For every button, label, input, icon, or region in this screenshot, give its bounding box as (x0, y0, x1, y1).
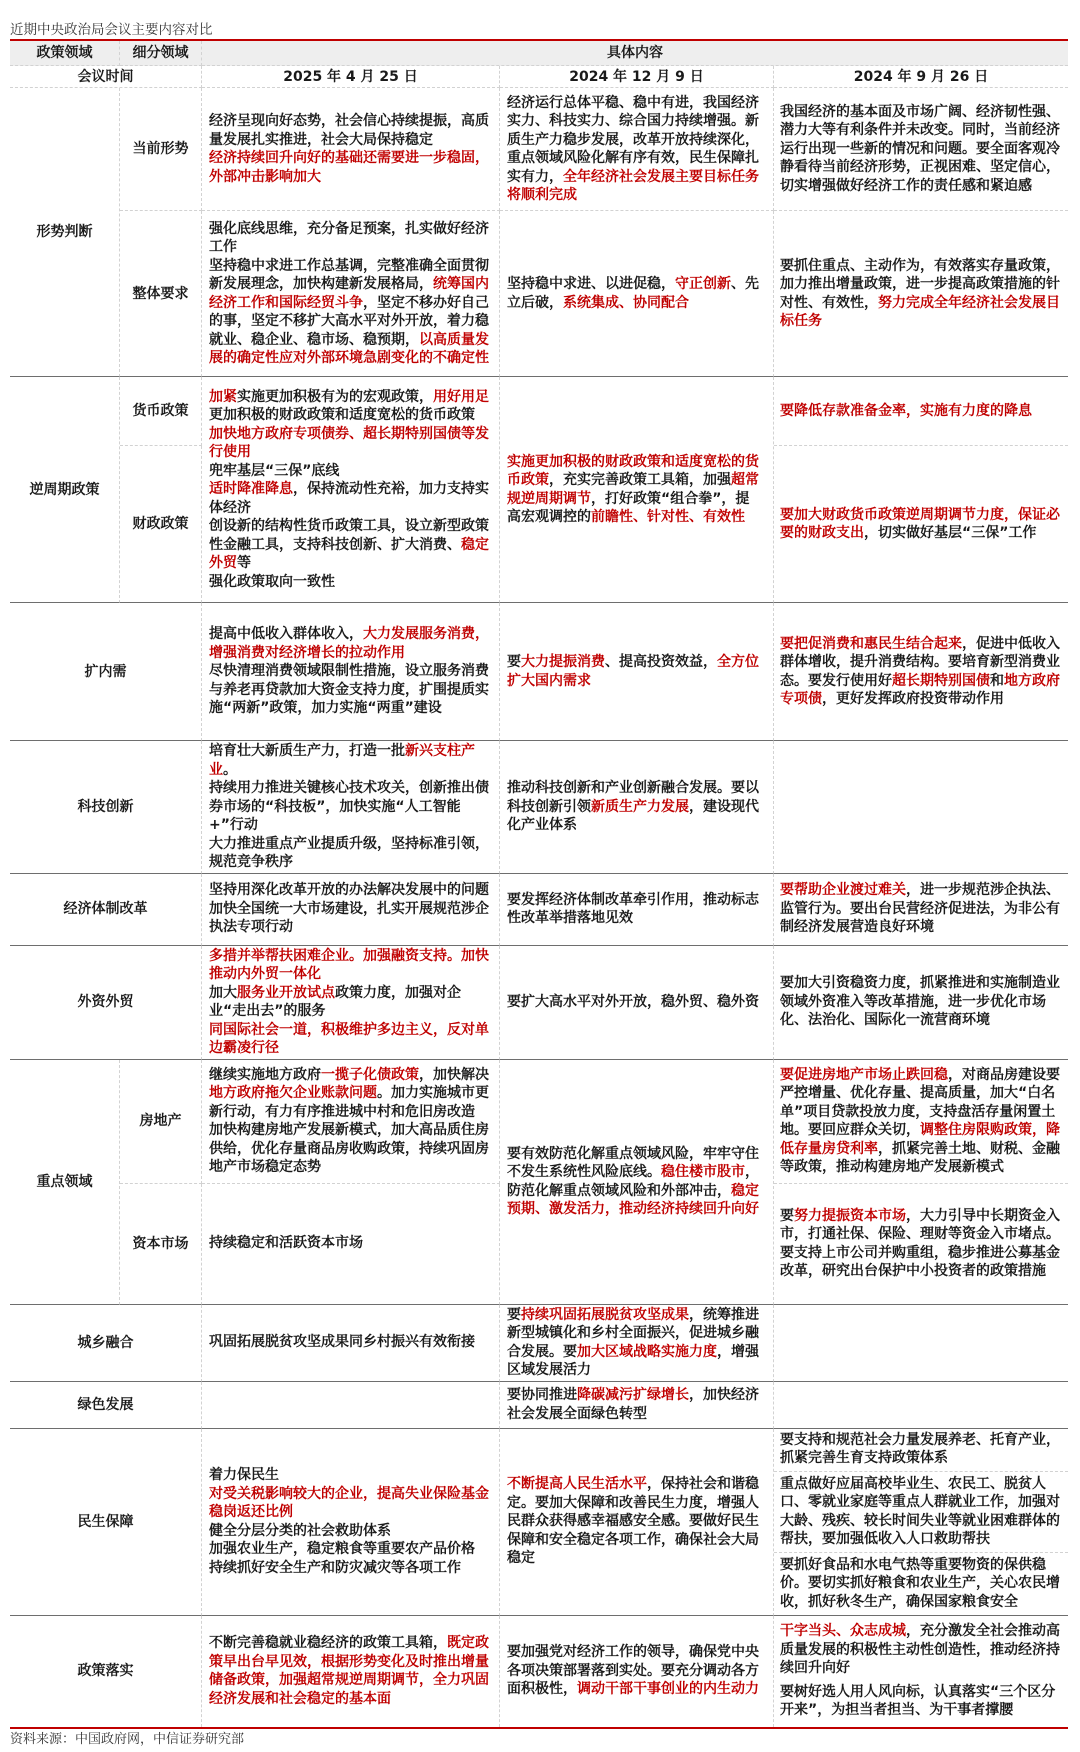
highlighted-text: 不断提高人民生活水平 (507, 1476, 647, 1493)
subdomain-label-current-situation: 当前形势 (120, 88, 202, 211)
cell-domestic-demand-2024-12-09 (500, 603, 774, 741)
header-policy-domain: 政策领域 (10, 41, 120, 66)
body-text: 继续实施地方政府 (209, 1066, 321, 1083)
cell-paragraph (780, 881, 1061, 937)
domain-label-countercyclical-policy: 逆周期政策 (10, 377, 120, 603)
subdomain-label-overall-requirements: 整体要求 (120, 211, 202, 377)
body-text: ，建设现代化产业体系 (507, 798, 759, 833)
body-text: 健全分层分类的社会救助体系 (209, 1522, 391, 1539)
highlighted-text: 系统集成、协同配合 (563, 294, 689, 311)
cell-sci-tech-innovation-2024-09-26 (774, 741, 1068, 874)
body-text: ，抓紧完善土地、财税、金融等政策，推动构建房地产发展新模式 (780, 1140, 1060, 1175)
body-text: ，更好发挥政府投资带动作用 (822, 691, 1004, 707)
highlighted-text: 要加大财政货币政策逆周期调节力度，保证必要的财政支出 (780, 506, 1060, 541)
cell-paragraph (209, 220, 489, 257)
cell-paragraph (780, 506, 1061, 543)
cell-block (774, 1429, 1068, 1472)
body-text: 要 (780, 1207, 794, 1224)
highlighted-text: 稳定外贸 (209, 536, 489, 572)
header-date-2025-04-25: 2025 年 4 月 25 日 (202, 66, 500, 88)
cell-paragraph (780, 257, 1061, 331)
header-meeting-time: 会议时间 (10, 66, 202, 88)
body-text: 要抓好食品和水电气热等重要物资的保供稳价。要切实抓好粮食和农业生产，关心农民增收，抓好秋冬生产，确保国家粮食安全 (780, 1556, 1060, 1610)
cell-paragraph (507, 1306, 759, 1380)
cell-overall-requirements-2025-04-25 (202, 211, 500, 377)
cell-capital-market-2024-09-26 (774, 1184, 1068, 1305)
cell-paragraph (507, 779, 759, 835)
body-text: 持续抓好安全生产和防灾减灾等各项工作 (209, 1559, 461, 1576)
cell-capital-market-2025-04-25 (202, 1184, 500, 1305)
cell-foreign-trade-2025-04-25 (202, 946, 500, 1060)
body-text: 要支持和规范社会力量发展养老、托育产业，抓紧完善生育支持政策体系 (780, 1431, 1060, 1467)
cell-paragraph (209, 462, 489, 481)
body-text: 加强农业生产，稳定粮食等重要农产品价格 (209, 1541, 475, 1557)
cell-domestic-demand-2025-04-25 (202, 603, 500, 741)
body-text: 尽快清理消费领域限制性措施，设立服务消费与养老再贷款加大资金支持力度，扩围提质实施“两新”政策，加力实施“两重”建设 (209, 663, 489, 717)
body-text: 要 (507, 654, 521, 670)
cell-paragraph (209, 900, 489, 937)
cell-foreign-trade-2024-12-09 (500, 946, 774, 1060)
highlighted-text: 对受关税影响较大的企业，提高失业保险基金稳岗返还比例 (209, 1485, 489, 1520)
cell-current-situation-2025-04-25 (202, 88, 500, 211)
cell-policy-implementation-2024-12-09 (500, 1616, 774, 1727)
body-text: 不断完善稳就业稳经济的政策工具箱， (209, 1635, 447, 1651)
cell-key-areas-2024-12-09 (500, 1060, 774, 1305)
highlighted-text: 努力提振资本市场 (794, 1207, 906, 1224)
body-text: 培育壮大新质生产力，打造一批 (209, 743, 405, 759)
body-text: 加大 (209, 984, 237, 1001)
subdomain-label-capital-market: 资本市场 (120, 1184, 202, 1305)
cell-paragraph (507, 1643, 759, 1699)
highlighted-text: 稳住楼市股市 (661, 1164, 745, 1180)
body-text: 要树好选人用人风向标，认真落实“三个区分开来”，为担当者担当、为干事者撑腰 (780, 1683, 1056, 1719)
body-text: 大力推进重点产业提质升级，坚持标准引领，规范竞争秩序 (209, 835, 489, 870)
highlighted-text: 多措并举帮扶困难企业。加强融资支持。加快推动内外贸一体化 (209, 947, 489, 982)
cell-paragraph (209, 388, 489, 425)
highlighted-text: 要降低存款准备金率，实施有力度的降息 (780, 402, 1032, 419)
cell-paragraph (209, 1485, 489, 1522)
cell-paragraph (780, 402, 1061, 421)
highlighted-text: 实施更加积极的财政政策和适度宽松的货币政策 (507, 453, 759, 488)
body-text: ，统筹推进新型城镇化和乡村全面振兴，促进城乡融合发展。要 (507, 1306, 759, 1360)
cell-block (774, 1471, 1068, 1552)
domain-label-key-areas: 重点领域 (10, 1060, 120, 1305)
cell-paragraph (780, 1066, 1061, 1177)
cell-paragraph (507, 993, 759, 1012)
cell-paragraph (780, 103, 1061, 196)
body-text: 创设新的结构性货币政策工具，设立新型政策性金融工具，支持科技创新、扩大消费、 (209, 518, 489, 553)
highlighted-text: 地方政府专项债 (780, 672, 1060, 707)
cell-fiscal-policy-2024-09-26 (774, 446, 1068, 603)
cell-overall-requirements-2024-12-09 (500, 211, 774, 377)
cell-block (780, 1622, 1061, 1678)
highlighted-text: 加大区域战略实施力度 (577, 1343, 717, 1360)
highlighted-text: 降碳减污扩绿增长 (577, 1387, 689, 1403)
subdomain-label-real-estate: 房地产 (120, 1060, 202, 1184)
highlighted-text: 要帮助企业渡过难关 (780, 882, 906, 899)
highlighted-text: 持续巩固拓展脱贫攻坚成果 (521, 1306, 689, 1323)
cell-paragraph (209, 1466, 489, 1485)
body-text: 提高中低收入群体收入， (209, 626, 363, 643)
table-title: 近期中央政治局会议主要内容对比 (10, 22, 213, 38)
cell-livelihood-2024-09-26 (774, 1429, 1068, 1616)
body-text: 强化底线思维，充分备足预案，扎实做好经济工作 (209, 220, 489, 255)
cell-paragraph (209, 1559, 489, 1578)
cell-paragraph (209, 947, 489, 984)
cell-block (780, 1683, 1061, 1720)
domain-label-domestic-demand: 扩内需 (10, 603, 202, 741)
body-text: 推动科技创新和产业创新融合发展。要以科技创新引领 (507, 780, 759, 815)
cell-urban-rural-2024-09-26 (774, 1305, 1068, 1382)
cell-paragraph (507, 1145, 759, 1219)
highlighted-text: 适时降准降息 (209, 481, 293, 498)
highlighted-text: 以高质量发展的确定性应对外部环境急剧变化的不确定性 (209, 331, 489, 366)
cell-policy-implementation-2024-09-26 (774, 1616, 1068, 1727)
header-specific-content: 具体内容 (202, 41, 1068, 66)
cell-paragraph (209, 1021, 489, 1058)
cell-paragraph (209, 835, 489, 872)
body-text: 要协同推进 (507, 1387, 577, 1403)
highlighted-text: 加紧 (209, 388, 237, 405)
body-text: 坚持稳中求进工作总基调，完整准确全面贯彻新发展理念，加快构建新发展格局， (209, 257, 489, 292)
body-text: ，增强区域发展活力 (507, 1343, 759, 1378)
highlighted-text: 一揽子化债政策 (321, 1066, 419, 1083)
body-text: 强化政策取向一致性 (209, 573, 335, 590)
body-text: 实施更加积极有为的宏观政策， (237, 388, 433, 405)
cell-economic-reform-2024-09-26 (774, 874, 1068, 946)
subdomain-label-monetary-policy: 货币政策 (120, 377, 202, 446)
cell-green-development-2024-12-09 (500, 1382, 774, 1429)
highlighted-text: 全年经济社会发展主要目标任务将顺利完成 (507, 168, 759, 203)
highlighted-text: 统筹国内经济工作和国际经贸斗争 (209, 276, 489, 311)
highlighted-text: 守正创新 (675, 276, 731, 292)
body-text: 着力保民生 (209, 1467, 279, 1483)
cell-paragraph (209, 662, 489, 718)
body-text: 。 (223, 761, 237, 778)
highlighted-text: 经济持续回升向好的基础还需要进一步稳固，外部冲击影响加大 (209, 150, 489, 185)
cell-paragraph (507, 653, 759, 690)
highlighted-text: 全方位扩大国内需求 (507, 654, 759, 689)
cell-paragraph (209, 480, 489, 517)
cell-urban-rural-2024-12-09 (500, 1305, 774, 1382)
domain-label-foreign-trade-investment: 外资外贸 (10, 946, 202, 1060)
cell-livelihood-2025-04-25 (202, 1429, 500, 1616)
source-note: 资料来源：中国政府网，中信证券研究部 (10, 1731, 245, 1747)
cell-paragraph (209, 1121, 489, 1177)
cell-block (774, 1552, 1068, 1614)
cell-real-estate-2024-09-26 (774, 1060, 1068, 1184)
domain-label-economic-reform: 经济体制改革 (10, 874, 202, 946)
body-text: 坚持用深化改革开放的办法解决发展中的问题 (209, 882, 489, 899)
cell-green-development-2024-09-26 (774, 1382, 1068, 1429)
domain-label-livelihood-security: 民生保障 (10, 1429, 202, 1616)
body-text: 我国经济的基本面及市场广阔、经济韧性强、潜力大等有利条件并未改变。同时，当前经济运行出现一些新的情况和问题。要全面客观冷静看待当前经济形势，正视困难、坚定信心，切实增强做好经济工作的责任感和紧迫感 (780, 103, 1060, 194)
subdomain-label-fiscal-policy: 财政政策 (120, 446, 202, 603)
body-text: ，充实完善政策工具箱，加强 (549, 472, 731, 488)
cell-paragraph (209, 984, 489, 1021)
body-text: ，大力引导中长期资金入市，打通社保、保险、理财等资金入市堵点。要支持上市公司并购重组，稳步推进公募基金改革，研究出台保护中小投资者的政策措施 (780, 1207, 1060, 1279)
cell-paragraph (507, 1386, 759, 1423)
cell-paragraph (209, 1522, 489, 1541)
highlighted-text: 要促进房地产市场止跌回稳 (780, 1066, 948, 1083)
cell-paragraph (209, 517, 489, 573)
highlighted-text: 调整住房限购政策，降低存量房贷利率 (780, 1122, 1060, 1157)
body-text: ，防范化解重点领域风险和外部冲击， (507, 1164, 759, 1199)
body-text: 经济运行总体平稳、稳中有进，我国经济实力、科技实力、综合国力持续增强。新质生产力稳步发展，改革开放持续深化，重点领域风险化解有序有效，民生保障扎实有力， (507, 94, 759, 185)
cell-sci-tech-innovation-2024-12-09 (500, 741, 774, 874)
domain-label-policy-implementation: 政策落实 (10, 1616, 202, 1727)
body-text: 要扩大高水平对外开放，稳外贸、稳外资 (507, 993, 759, 1010)
body-text: 要有效防范化解重点领域风险，牢牢守住不发生系统性风险底线。 (507, 1145, 759, 1180)
header-sub-domain: 细分领域 (120, 41, 202, 66)
body-text: 要 (507, 1306, 521, 1323)
cell-paragraph (780, 1622, 1061, 1678)
cell-economic-reform-2024-12-09 (500, 874, 774, 946)
body-text: ，促进中低收入群体增收，提升消费结构。要培育新型消费业态。要发行使用好 (780, 635, 1060, 689)
cell-monetary-policy-2024-09-26 (774, 377, 1068, 446)
cell-urban-rural-2025-04-25 (202, 1305, 500, 1382)
highlighted-text: 既定政策早出台早见效，根据形势变化及时推出增量储备政策，加强超常规逆周期调节，全力巩固经济发展和社会稳定的基本面 (209, 1635, 489, 1707)
domain-label-urban-rural-integration: 城乡融合 (10, 1305, 202, 1382)
body-text: 要发挥经济体制改革牵引作用，推动标志性改革举措落地见效 (507, 891, 759, 926)
body-text: 坚持稳中求进、以进促稳， (507, 276, 675, 292)
body-text: 重点做好应届高校毕业生、农民工、脱贫人口、零就业家庭等重点人群就业工作，加强对大龄、残疾、较长时间失业等就业困难群体的帮扶，要加强低收入人口救助帮扶 (780, 1475, 1060, 1548)
cell-current-situation-2024-12-09 (500, 88, 774, 211)
cell-paragraph (507, 891, 759, 928)
body-text: 加快全国统一大市场建设，扎实开展规范涉企执法专项行动 (209, 900, 489, 936)
highlighted-text: 努力完成全年经济社会发展目标任务 (780, 294, 1060, 329)
cell-paragraph (209, 1634, 489, 1708)
cell-countercyclical-2024-12-09 (500, 377, 774, 603)
cell-paragraph (780, 974, 1061, 1030)
highlighted-text: 同国际社会一道，积极维护多边主义，反对单边霸凌行径 (209, 1021, 489, 1056)
cell-paragraph (507, 94, 759, 205)
cell-paragraph (209, 779, 489, 835)
highlighted-text: 新质生产力发展 (591, 798, 689, 815)
cell-paragraph (209, 149, 489, 186)
cell-paragraph (507, 275, 759, 312)
body-text: 。加力实施城市更新行动，有力有序推进城中村和危旧房改造 (209, 1085, 489, 1120)
body-text: 巩固拓展脱贫攻坚成果同乡村振兴有效衔接 (209, 1334, 475, 1351)
highlighted-text: 稳定预期、激发活力，推动经济持续回升向好 (507, 1182, 759, 1217)
body-text: 经济呈现向好态势，社会信心持续提振，高质量发展扎实推进，社会大局保持稳定 (209, 113, 489, 148)
cell-paragraph (780, 1556, 1061, 1612)
body-text: 、提高投资效益， (605, 654, 717, 670)
policy-comparison-table (10, 39, 1068, 1729)
body-text: ，切实做好基层“三保”工作 (864, 525, 1037, 541)
body-text: 政策力度，加强对企业“走出去”的服务 (209, 984, 461, 1019)
body-text: ，打好政策“组合拳”，提高宏观调控的 (507, 490, 750, 525)
body-text: 持续稳定和活跃资本市场 (209, 1235, 363, 1252)
highlighted-text: 新兴支柱产业 (209, 743, 475, 778)
cell-paragraph (209, 1540, 489, 1559)
highlighted-text: 加快地方政府专项债券、超长期特别国债等发行使用 (209, 425, 489, 461)
cell-paragraph (780, 1431, 1061, 1468)
cell-foreign-trade-2024-09-26 (774, 946, 1068, 1060)
body-text: 要加强党对经济工作的领导，确保党中央各项决策部署落到实处。要充分调动各方面积极性， (507, 1644, 759, 1698)
cell-current-situation-2024-09-26 (774, 88, 1068, 211)
cell-paragraph (209, 742, 489, 779)
cell-paragraph (780, 635, 1061, 709)
body-text: 加快构建房地产发展新模式，加大高品质住房供给，优化存量商品房收购政策，持续巩固房地产市场稳定态势 (209, 1122, 489, 1175)
highlighted-text: 用好用足 (433, 388, 489, 405)
body-text: ，坚定不移办好自己的事，坚定不移扩大高水平对外开放，着力稳就业、稳企业、稳市场、稳预期， (209, 294, 489, 348)
highlighted-text: 大力提振消费 (521, 654, 605, 670)
body-text: 、先立后破， (507, 276, 759, 311)
body-text: ，对商品房建设要严控增量、优化存量、提高质量，加大“白名单”项目贷款投放力度，支持盘活存量闲置土地。要回应群众关切， (780, 1066, 1060, 1138)
body-text: ，保持社会和谐稳定。要加大保障和改善民生力度，增强人民群众获得感幸福感安全感。要做好民生保障和安全稳定各项工作，确保社会大局稳定 (507, 1476, 759, 1567)
body-text: 要抓住重点、主动作为，有效落实存量政策，加力推出增量政策，进一步提高政策措施的针对性、有效性， (780, 257, 1060, 311)
body-text: ，加快解决 (419, 1066, 489, 1083)
cell-paragraph (209, 257, 489, 368)
highlighted-text: 要把促消费和惠民生结合起来 (780, 635, 962, 652)
body-text: 和 (990, 672, 1004, 689)
cell-paragraph (780, 1475, 1061, 1549)
cell-paragraph (209, 1066, 489, 1122)
highlighted-text: 大力发展服务消费，增强消费对经济增长的拉动作用 (209, 626, 489, 661)
body-text: 等 (237, 555, 251, 572)
cell-paragraph (209, 1234, 489, 1253)
domain-label-situation-assessment: 形势判断 (10, 88, 120, 377)
header-date-2024-09-26: 2024 年 9 月 26 日 (774, 66, 1068, 88)
cell-policy-implementation-2025-04-25 (202, 1616, 500, 1727)
cell-real-estate-2025-04-25 (202, 1060, 500, 1184)
domain-label-sci-tech-innovation: 科技创新 (10, 741, 202, 874)
highlighted-text: 超长期特别国债 (892, 672, 990, 689)
domain-label-green-development: 绿色发展 (10, 1382, 202, 1429)
cell-paragraph (780, 1207, 1061, 1281)
cell-domestic-demand-2024-09-26 (774, 603, 1068, 741)
cell-countercyclical-2025-04-25 (202, 377, 500, 603)
body-text: 要加大引资稳资力度，抓紧推进和实施制造业领域外资准入等改革措施，进一步优化市场化、法治化、国际化一流营商环境 (780, 975, 1060, 1029)
body-text: 持续用力推进关键核心技术攻关，创新推出债券市场的“科技板”，加快实施“人工智能+”行动 (209, 780, 489, 833)
cell-paragraph (209, 573, 489, 592)
body-text: 兜牢基层“三保”底线 (209, 462, 340, 479)
body-text: ，充分激发全社会推动高质量发展的积极性主动性创造性，推动经济持续回升向好 (780, 1623, 1060, 1677)
cell-paragraph (209, 881, 489, 900)
cell-paragraph (209, 112, 489, 149)
cell-paragraph (209, 1333, 489, 1352)
highlighted-text: 干字当头、众志成城 (780, 1623, 906, 1640)
cell-paragraph (209, 425, 489, 462)
cell-paragraph (507, 453, 759, 527)
cell-paragraph (507, 1475, 759, 1568)
cell-overall-requirements-2024-09-26 (774, 211, 1068, 377)
cell-paragraph (209, 625, 489, 662)
cell-green-development-2025-04-25 (202, 1382, 500, 1429)
highlighted-text: 调动干部干事创业的内生动力 (577, 1681, 759, 1698)
cell-livelihood-2024-12-09 (500, 1429, 774, 1616)
highlighted-text: 服务业开放试点 (237, 984, 335, 1001)
highlighted-text: 超常规逆周期调节 (507, 472, 759, 507)
header-date-2024-12-09: 2024 年 12 月 9 日 (500, 66, 774, 88)
cell-paragraph (780, 1683, 1061, 1720)
body-text: ，保持流动性充裕，加力支持实体经济 (209, 481, 489, 516)
highlighted-text: 地方政府拖欠企业账款问题 (209, 1085, 377, 1101)
cell-sci-tech-innovation-2025-04-25 (202, 741, 500, 874)
body-text: ，进一步规范涉企执法、监管行为。要出台民营经济促进法，为非公有制经济发展营造良好环境 (780, 882, 1060, 936)
highlighted-text: 前瞻性、针对性、有效性 (591, 509, 745, 525)
body-text: 更加积极的财政政策和适度宽松的货币政策 (209, 407, 475, 424)
body-text: ，加快经济社会发展全面绿色转型 (507, 1387, 759, 1422)
cell-economic-reform-2025-04-25 (202, 874, 500, 946)
